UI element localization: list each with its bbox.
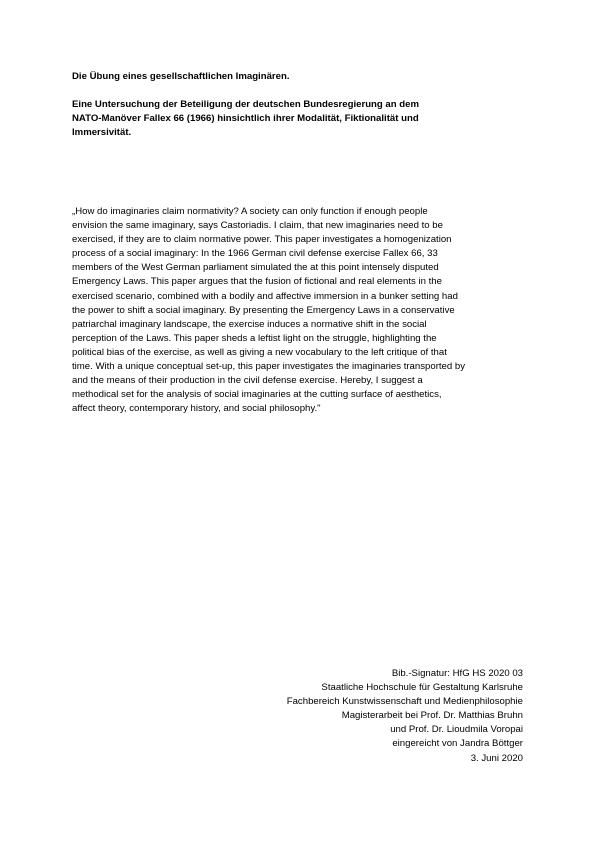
document-subtitle: [72, 98, 532, 140]
abstract-line: process of a social imaginary: In the 1966 German civil defense exercise Fallex 66, 33: [72, 248, 438, 260]
abstract-line: the power to shift a social imaginary. By presenting the Emergency Laws in a conservative: [72, 304, 455, 316]
supervisor-line: Magisterarbeit bei Prof. Dr. Matthias Bruhn: [341, 710, 523, 722]
submission-date: 3. Juni 2020: [470, 752, 523, 764]
abstract-line: patriarchal imaginary landscape, the exercise induces a normative shift in the social: [72, 318, 427, 330]
thesis-info-block: [203, 667, 523, 766]
subtitle-line: Immersivität.: [72, 127, 132, 138]
abstract-line: affect theory, contemporary history, and social philosophy.": [72, 403, 321, 415]
subtitle-line: Eine Untersuchung der Beteiligung der deutschen Bundesregierung an dem: [72, 99, 420, 110]
abstract-line: members of the West German parliament simulated the at this point intensely disputed: [72, 262, 439, 274]
abstract-line: exercised, if they are to claim normative power. This paper investigates a homogenization: [72, 234, 452, 246]
abstract-line: exercised scenario, combined with a bodily and affective immersion in a bunker setting had: [72, 290, 458, 302]
author-line: eingereicht von Jandra Böttger: [392, 738, 523, 750]
abstract-line: and the means of their production in the civil defense exercise. Hereby, I suggest a: [72, 375, 423, 387]
abstract-line: envision the same imaginary, says Castoriadis. I claim, that new imaginaries need to be: [72, 220, 443, 232]
department-name: Fachbereich Kunstwissenschaft und Medienphilosophie: [286, 696, 523, 708]
abstract-line: perception of the Laws. This paper sheds a leftist light on the struggle, highlighting the: [72, 332, 437, 344]
abstract-line: time. With a unique conceptual set-up, this paper investigates the imaginaries transported by: [72, 361, 466, 373]
abstract-text: [72, 205, 532, 416]
library-signature: Bib.-Signatur: HfG HS 2020 03: [391, 668, 523, 679]
abstract-line: „How do imaginaries claim normativity? A society can only function if enough people: [72, 206, 428, 217]
abstract-line: methodical set for the analysis of social imaginaries at the cutting surface of aesthetics,: [72, 389, 442, 401]
institution-name: Staatliche Hochschule für Gestaltung Karlsruhe: [321, 682, 523, 694]
abstract-line: political bias of the exercise, as well as giving a new vocabulary to the left critique of that: [72, 346, 447, 358]
subtitle-line: NATO-Manöver Fallex 66 (1966) hinsichtlich ihrer Modalität, Fiktionalität und: [72, 113, 419, 124]
document-title: Die Übung eines gesellschaftlichen Imaginären.: [72, 71, 290, 82]
abstract-line: Emergency Laws. This paper argues that the fusion of fictional and real elements in the: [72, 276, 442, 288]
second-supervisor-line: und Prof. Dr. Lioudmila Voropai: [390, 724, 523, 736]
